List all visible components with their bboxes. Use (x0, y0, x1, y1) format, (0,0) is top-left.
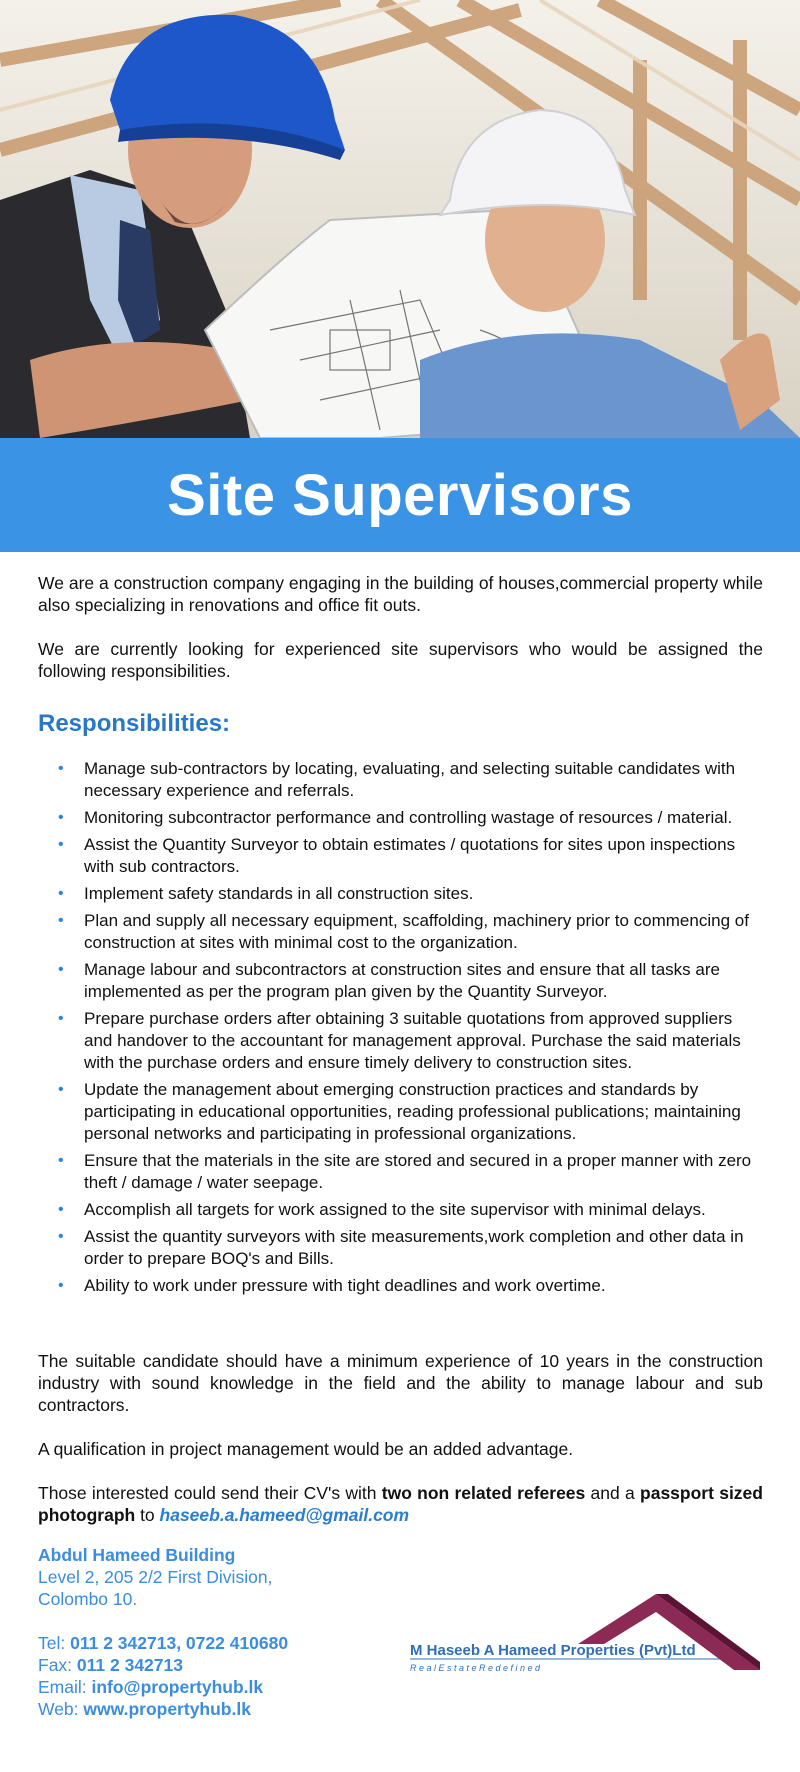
bullet-icon: • (58, 1228, 64, 1245)
list-item: • Manage sub-contractors by locating, evaluating, and selecting suitable candidates with necessary experience and referrals. (58, 759, 736, 800)
qualification-paragraph: A qualification in project management would be an added advantage. (38, 1439, 574, 1459)
list-item: • Ensure that the materials in the site are stored and secured in a proper manner with zero theft / damage / water seepage. (58, 1151, 752, 1192)
address-line-2: Colombo 10. (38, 1589, 138, 1609)
bullet-icon: • (58, 961, 64, 978)
logo-tagline: R e a l E s t a t e R e d e f i n e d (410, 1663, 541, 1673)
list-item: • Update the management about emerging construction practices and standards by participating in educational opportunities, reading professional publications; maintaining personal networks and participating in professional organizations. (58, 1080, 741, 1143)
bullet-icon: • (58, 1010, 64, 1027)
bullet-icon: • (58, 1201, 64, 1218)
fax-value: 011 2 342713 (76, 1655, 183, 1675)
page-title: Site Supervisors (167, 462, 633, 528)
contact-block (38, 1544, 398, 1720)
web-row: Web: www.propertyhub.lk (38, 1699, 251, 1719)
bullet-icon: • (58, 809, 64, 826)
list-item: • Plan and supply all necessary equipment, scaffolding, machinery prior to commencing of construction at sites with minimal cost to the organization. (58, 911, 749, 952)
apply-email-link[interactable]: haseeb.a.hameed@gmail.com (159, 1505, 410, 1525)
list-item: • Accomplish all targets for work assigned to the site supervisor with minimal delays. (58, 1200, 706, 1219)
hero-photo (0, 0, 800, 438)
bullet-icon: • (58, 1277, 64, 1294)
photo-text: passport sized photograph (38, 1483, 763, 1525)
bullet-icon: • (58, 1152, 64, 1169)
fax-row: Fax: 011 2 342713 (38, 1655, 183, 1675)
bullet-icon: • (58, 912, 64, 929)
bullet-icon: • (58, 836, 64, 853)
bullet-icon: • (58, 1081, 64, 1098)
tel-row: Tel: 011 2 342713, 0722 410680 (38, 1633, 289, 1653)
roof-logo-icon (408, 1592, 768, 1678)
intro-paragraph-1: We are a construction company engaging in the building of houses,commercial property while also specializing in renovations and office fit outs. (38, 573, 763, 615)
tel-value[interactable]: 011 2 342713, 0722 410680 (70, 1633, 289, 1653)
responsibilities-heading: Responsibilities: (38, 710, 231, 737)
list-item: • Assist the Quantity Surveyor to obtain estimates / quotations for sites upon inspections with sub contractors. (58, 835, 736, 876)
intro-paragraph-2: We are currently looking for experienced site supervisors who would be assigned the following responsibilities. (38, 639, 763, 681)
bullet-icon: • (58, 885, 64, 902)
referees-text: two non related referees (381, 1483, 586, 1503)
address-line-1: Level 2, 205 2/2 First Division, (38, 1567, 273, 1587)
website-link[interactable]: www.propertyhub.lk (83, 1699, 251, 1719)
responsibilities-list (38, 758, 763, 1297)
list-item: • Ability to work under pressure with tight deadlines and work overtime. (58, 1276, 606, 1295)
list-item: • Assist the quantity surveyors with site measurements,work completion and other data in order to prepare BOQ's and Bills. (58, 1227, 744, 1268)
list-item: • Implement safety standards in all construction sites. (58, 884, 474, 903)
bullet-icon: • (58, 760, 64, 777)
contact-email-link[interactable]: info@propertyhub.lk (91, 1677, 264, 1697)
experience-paragraph: The suitable candidate should have a minimum experience of 10 years in the construction industry with sound knowledge in the field and the ability to manage labour and sub contractors. (38, 1351, 763, 1415)
apply-paragraph: Those interested could send their CV's with two non related referees and a passport sized photograph to haseeb.a.hameed@gmail.com (38, 1483, 763, 1525)
list-item: • Manage labour and subcontractors at construction sites and ensure that all tasks are implemented as per the program plan given by the Quantity Surveyor. (58, 960, 720, 1001)
title-banner (0, 438, 800, 552)
list-item: • Prepare purchase orders after obtaining 3 suitable quotations from approved suppliers and handover to the accountant for management approval. Purchase the said materials with the purchase orders and ensure timely delivery to construction sites. (58, 1009, 741, 1072)
email-row: Email: info@propertyhub.lk (38, 1677, 264, 1697)
building-name: Abdul Hameed Building (38, 1545, 236, 1565)
company-logo (408, 1592, 768, 1678)
list-item: • Monitoring subcontractor performance and controlling wastage of resources / material. (58, 808, 733, 827)
engineers-illustration (0, 0, 800, 438)
logo-company-name: M Haseeb A Hameed Properties (Pvt)Ltd (410, 1642, 696, 1659)
job-description (38, 572, 763, 1526)
